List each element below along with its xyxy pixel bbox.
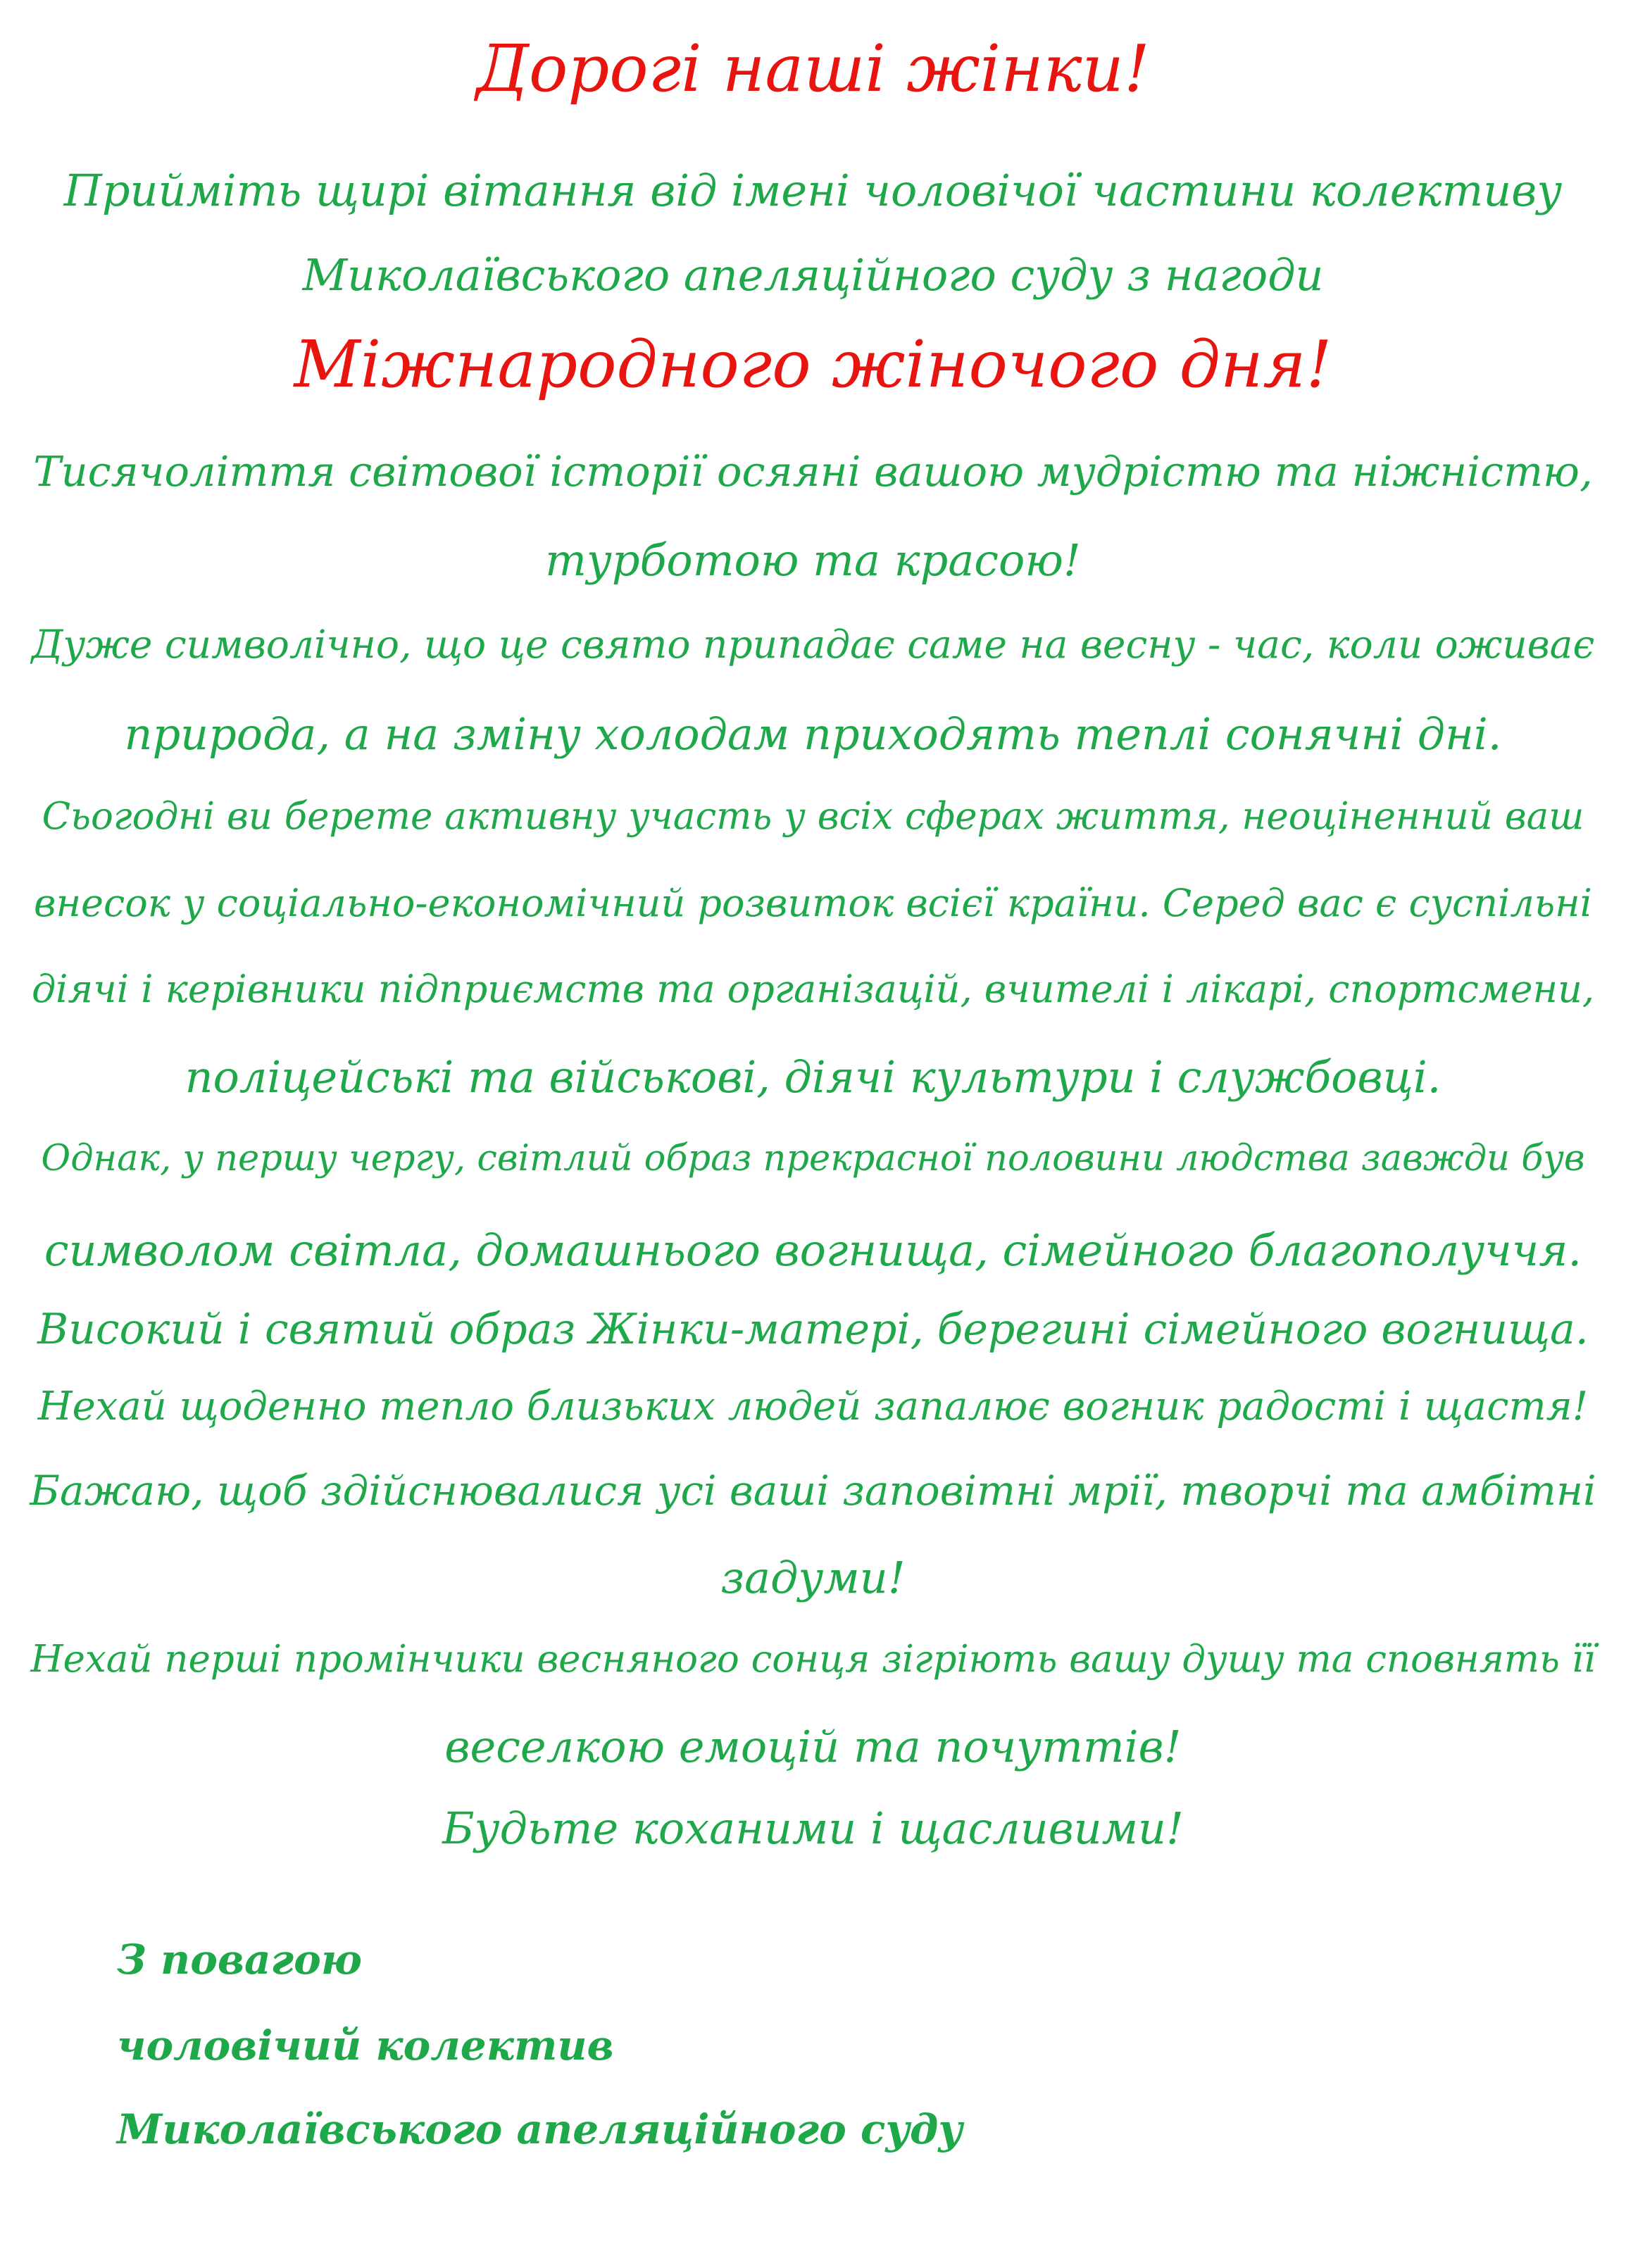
signature-line: чоловічий колектив — [117, 2022, 614, 2069]
body-line: природа, а на зміну холодам приходять теплі сонячні дні. — [124, 708, 1502, 760]
body-line: Сьогодні ви берете активну участь у всіх сферах життя, неоціненний ваш — [42, 795, 1584, 838]
body-line: турботою та красою! — [545, 534, 1081, 586]
body-line: Бажаю, щоб здійснювалися усі ваші заповітні мрії, творчі та амбітні — [30, 1467, 1596, 1515]
body-line: Нехай перші промінчики весняного сонця зігріють вашу душу та сповнять її — [30, 1638, 1596, 1681]
body-line: Дуже символічно, що це свято припадає саме на весну - час, коли оживає — [31, 622, 1595, 667]
intro-line: Прийміть щирі вітання від імені чоловічої частини колективу — [63, 165, 1563, 216]
signature-line: Миколаївського апеляційного суду — [117, 2105, 963, 2153]
body-line: діячі і керівники підприємств та організацій, вчителі і лікарі, спортсмени, — [31, 967, 1595, 1011]
intro-line: Миколаївського апеляційного суду з нагоди — [302, 249, 1324, 301]
body-line: поліцейські та військові, діячі культури і службовці. — [185, 1051, 1441, 1103]
body-line: Будьте коханими і щасливими! — [442, 1803, 1184, 1854]
body-line: веселкою емоцій та почуттів! — [444, 1721, 1182, 1772]
body-line: Високий і святий образ Жінки-матері, берегині сімейного вогнища. — [37, 1305, 1589, 1354]
body-line: Тисячоліття світової історії осяяні вашою мудрістю та ніжністю, — [33, 447, 1593, 496]
body-line: задуми! — [720, 1552, 906, 1603]
signature-line: З повагою — [117, 1936, 362, 1984]
greeting-title: Дорогі наші жінки! — [476, 31, 1150, 106]
body-line: символом світла, домашнього вогнища, сімейного благополуччя. — [44, 1224, 1582, 1276]
occasion-heading: Міжнародного жіночого дня! — [294, 327, 1332, 402]
body-line: внесок у соціально-економічний розвиток всієї країни. Серед вас є суспільні — [34, 881, 1592, 925]
body-line: Однак, у першу чергу, світлий образ прекрасної половини людства завжди був — [41, 1138, 1585, 1179]
body-line: Нехай щоденно тепло близьких людей запалює вогник радості і щастя! — [37, 1384, 1589, 1429]
